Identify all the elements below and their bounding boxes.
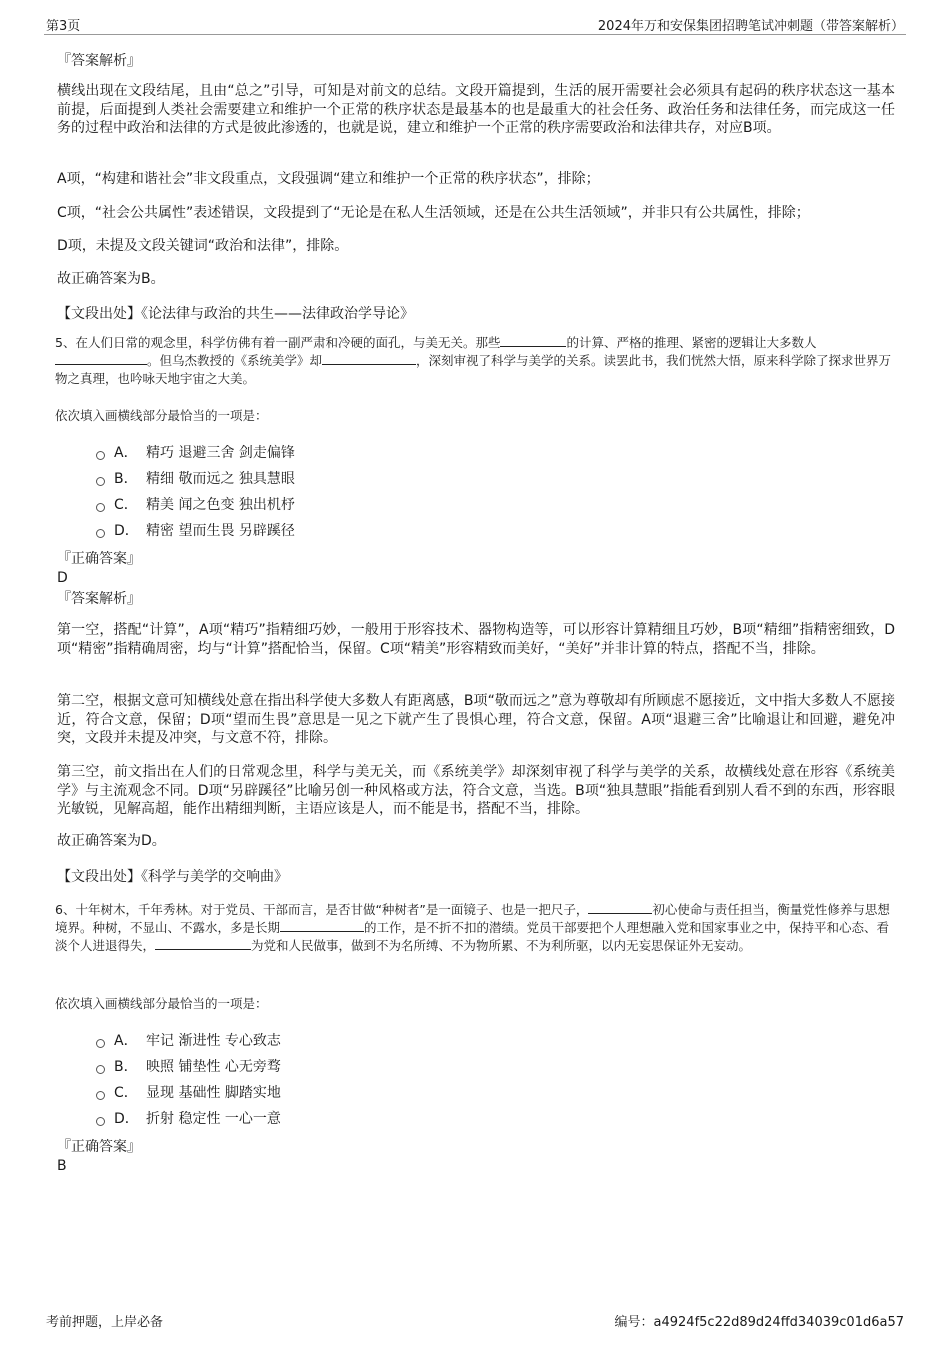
- q5-analysis-p2: 第二空，根据文意可知横线处意在指出科学使大多数人有距离感，B项“敬而远之”意为尊敬却有所顾虑不愿接近，文中指大多数人不愿接近，符合文意，保留；D项“望而生畏”意思是一见之下就产生了畏惧心理，符合文意，保留。A项“退避三舍”比喻退让和回避，避免冲突，文段并未提及冲突，与文意不符，排除。: [57, 693, 895, 746]
- q5-option-d[interactable]: D． 精密 望而生畏 另辟蹊径: [96, 517, 295, 543]
- blank-1: [588, 902, 652, 914]
- q4-analysis-p4: D项，未提及文段关键词“政治和法律”，排除。: [57, 238, 349, 254]
- q6-answer-label: 『正确答案』: [57, 1139, 141, 1155]
- q6-stem: 6、十年树木，千年秀林。对于党员、干部而言，是否甘做“种树者”是一面镜子、也是一把尺子， 初心使命与责任担当，衡量党性修养与思想境界。种树，不显山、不露水，多是长期 的工作，是不折不扣的潜绩。党员干部要把个人理想融入党和国家事业之中，保持平和心态、看淡个人进退得失， 为党和人民做事，做到不为名所缚、不为物所累、不为利所驱，以内无妄思保证外无妄动。: [55, 902, 890, 953]
- blank-3: [155, 938, 251, 950]
- radio-icon[interactable]: [96, 451, 105, 460]
- q5-stem: 5、在人们日常的观念里，科学仿佛有着一副严肃和冷硬的面孔，与美无关。那些 的计算、严格的推理、紧密的逻辑让大多数人 。但乌杰教授的《系统美学》却 ，深刻审视了科学与美学的关系。读罢此书，我们恍然大悟，原来科学除了探求世界万物之真理，也吟咏天地宇宙之大美。: [55, 335, 892, 386]
- q5-option-c[interactable]: C． 精美 闻之色变 独出机杼: [96, 491, 295, 517]
- radio-icon[interactable]: [96, 529, 105, 538]
- q5-analysis-p4: 故正确答案为D。: [57, 833, 166, 849]
- q4-source: 【文段出处】《论法律与政治的共生——法律政治学导论》: [57, 306, 414, 322]
- radio-icon[interactable]: [96, 1117, 105, 1126]
- radio-icon[interactable]: [96, 1091, 105, 1100]
- blank-2: [55, 353, 147, 365]
- radio-icon[interactable]: [96, 1065, 105, 1074]
- q5-analysis-label: 『答案解析』: [57, 591, 141, 607]
- radio-icon[interactable]: [96, 477, 105, 486]
- radio-icon[interactable]: [96, 503, 105, 512]
- page-header: [44, 14, 906, 35]
- q5-answer-label: 『正确答案』: [57, 551, 141, 567]
- q6-options: [96, 1027, 281, 1131]
- footer-slogan: 考前押题，上岸必备: [46, 1315, 164, 1330]
- q5-prompt: 依次填入画横线部分最恰当的一项是：: [55, 408, 268, 423]
- q4-analysis-p3: C项，“社会公共属性”表述错误，文段提到了“无论是在私人生活领域，还是在公共生活领域”，并非只有公共属性，排除；: [57, 205, 810, 221]
- q5-options: [96, 439, 295, 543]
- q5-option-a[interactable]: A． 精巧 退避三舍 剑走偏锋: [96, 439, 295, 465]
- q6-option-b[interactable]: B． 映照 铺垫性 心无旁骛: [96, 1053, 281, 1079]
- radio-icon[interactable]: [96, 1039, 105, 1048]
- q6-prompt: 依次填入画横线部分最恰当的一项是：: [55, 996, 268, 1011]
- blank-3: [322, 353, 416, 365]
- q5-answer: D: [57, 570, 68, 586]
- q4-analysis-label: 『答案解析』: [57, 53, 141, 69]
- q6-option-c[interactable]: C． 显现 基础性 脚踏实地: [96, 1079, 281, 1105]
- q5-source: 【文段出处】《科学与美学的交响曲》: [57, 869, 288, 885]
- q5-analysis-p3: 第三空，前文指出在人们的日常观念里，科学与美无关，而《系统美学》却深刻审视了科学与美学的关系，故横线处意在形容《系统美学》与主流观念不同。D项“另辟蹊径”比喻另创一种风格或方法，符合文意，当选。B项“独具慧眼”指能看到别人看不到的东西，形容眼光敏锐，见解高超，能作出精细判断，主语应该是人，而不能是书，搭配不当，排除。: [57, 764, 895, 817]
- q6-option-d[interactable]: D． 折射 稳定性 一心一意: [96, 1105, 281, 1131]
- q5-option-b[interactable]: B． 精细 敬而远之 独具慧眼: [96, 465, 295, 491]
- blank-1: [500, 335, 566, 347]
- q4-analysis-p5: 故正确答案为B。: [57, 271, 165, 287]
- q5-analysis-p1: 第一空，搭配“计算”，A项“精巧”指精细巧妙，一般用于形容技术、器物构造等，可以形容计算精细且巧妙，B项“精细”指精密细致，D项“精密”指精确周密，均与“计算”搭配恰当，保留。C项“精美”形容精致而美好，“美好”并非计算的特点，搭配不当，排除。: [57, 622, 895, 657]
- q6-option-a[interactable]: A． 牢记 渐进性 专心致志: [96, 1027, 281, 1053]
- blank-2: [280, 920, 364, 932]
- document-title: 2024年万和安保集团招聘笔试冲刺题（带答案解析）: [597, 19, 904, 34]
- footer-code: 编号：a4924f5c22d89d24ffd34039c01d6a57: [614, 1315, 904, 1330]
- page-number: 第3页: [46, 19, 81, 34]
- q6-answer: B: [57, 1158, 67, 1174]
- q4-analysis-p1: 横线出现在文段结尾，且由“总之”引导，可知是对前文的总结。文段开篇提到，生活的展开需要社会必须具有起码的秩序状态这一基本前提，后面提到人类社会需要建立和维护一个正常的秩序状态是最基本的也是最重大的社会任务、政治任务和法律任务，而完成这一任务的过程中政治和法律的方式是彼此渗透的，也就是说，建立和维护一个正常的秩序需要政治和法律共存，对应B项。: [57, 83, 895, 136]
- q4-analysis-p2: A项，“构建和谐社会”非文段重点，文段强调“建立和维护一个正常的秩序状态”，排除；: [57, 171, 600, 187]
